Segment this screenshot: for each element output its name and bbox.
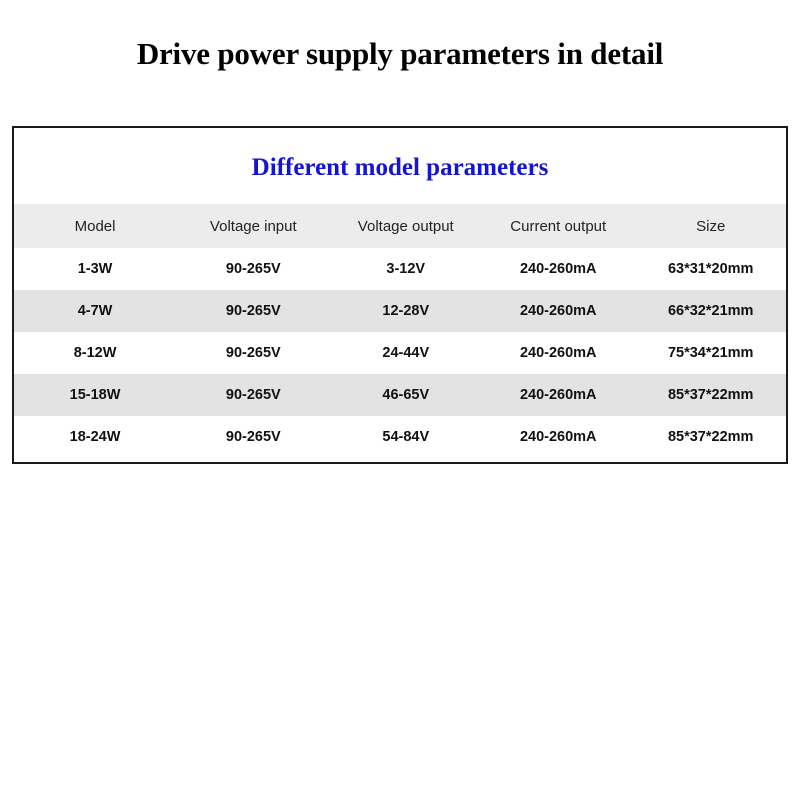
cell-size: 85*37*22mm	[635, 416, 786, 458]
cell-size: 66*32*21mm	[635, 290, 786, 332]
table-header	[14, 204, 786, 248]
column-header-voltage-output: Voltage output	[331, 204, 482, 248]
cell-voltage-output: 24-44V	[331, 332, 482, 374]
page-title: Drive power supply parameters in detail	[136, 36, 664, 71]
cell-voltage-output: 54-84V	[331, 416, 482, 458]
parameters-table-card	[12, 126, 788, 464]
cell-size: 63*31*20mm	[635, 248, 786, 290]
cell-voltage-output: 3-12V	[331, 248, 482, 290]
table-row	[14, 374, 786, 416]
cell-current-output: 240-260mA	[481, 248, 635, 290]
cell-current-output: 240-260mA	[481, 332, 635, 374]
cell-voltage-input: 90-265V	[176, 374, 330, 416]
column-header-model: Model	[14, 204, 176, 248]
table-header-row	[14, 204, 786, 248]
table-row	[14, 416, 786, 458]
cell-voltage-input: 90-265V	[176, 290, 330, 332]
cell-model: 1-3W	[14, 248, 176, 290]
table-row	[14, 290, 786, 332]
column-header-size: Size	[635, 204, 786, 248]
column-header-voltage-input: Voltage input	[176, 204, 330, 248]
cell-model: 15-18W	[14, 374, 176, 416]
column-header-current-output: Current output	[481, 204, 635, 248]
cell-current-output: 240-260mA	[481, 416, 635, 458]
cell-voltage-output: 46-65V	[331, 374, 482, 416]
cell-size: 75*34*21mm	[635, 332, 786, 374]
table-heading: Different model parameters	[251, 154, 549, 181]
cell-current-output: 240-260mA	[481, 290, 635, 332]
table-body	[14, 248, 786, 458]
table-row	[14, 248, 786, 290]
table-row	[14, 332, 786, 374]
cell-model: 18-24W	[14, 416, 176, 458]
cell-current-output: 240-260mA	[481, 374, 635, 416]
cell-size: 85*37*22mm	[635, 374, 786, 416]
cell-voltage-input: 90-265V	[176, 248, 330, 290]
parameters-table	[14, 204, 786, 458]
cell-voltage-input: 90-265V	[176, 332, 330, 374]
cell-voltage-input: 90-265V	[176, 416, 330, 458]
cell-model: 8-12W	[14, 332, 176, 374]
cell-model: 4-7W	[14, 290, 176, 332]
cell-voltage-output: 12-28V	[331, 290, 482, 332]
